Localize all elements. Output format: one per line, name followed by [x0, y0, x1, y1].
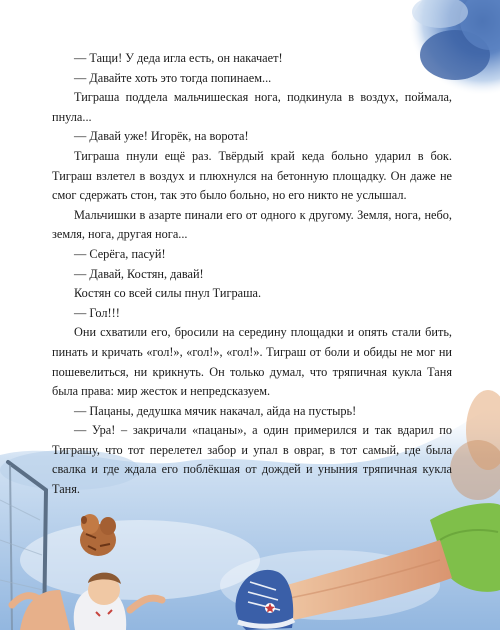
paragraph: — Серёга, пасуй!	[74, 246, 166, 261]
toy-tiger-icon	[80, 514, 116, 556]
paragraph: Они схватили его, бросили на середину площадки и опять стали бить, пинать и кричать «гол!», «гол!», «гол!». Тиграш от боли и обиды не мог ни пошевелиться, ни крикнуть. Он только думал, что тряпичная кукла Таня была права: мир жесток и непредсказуем.	[52, 325, 452, 399]
paragraph: — Давайте хоть это тогда попинаем...	[74, 70, 272, 85]
paragraph: Костян со всей силы пнул Тиграша.	[74, 286, 262, 301]
paragraph: — Давай, Костян, давай!	[74, 266, 204, 281]
paragraph: Мальчишки в азарте пинали его от одного к другому. Земля, нога, небо, земля, нога, другая нога...	[52, 207, 452, 242]
paragraph: Тиграша поддела мальчишеская нога, подкинула в воздух, поймала, пнула...	[52, 90, 452, 124]
story-text	[52, 49, 452, 500]
paragraph: — Ура! – закричали «пацаны», а один примерился и так вдарил по Тиграшу, что тот перелетел забор и упал в овраг, в тот самый, где была свалка и где ждала его поблёкшая от дождей и уныния тряпичная кукла Таня.	[52, 423, 452, 497]
paragraph: — Тащи! У деда игла есть, он накачает!	[74, 51, 283, 65]
paragraph: — Гол!!!	[74, 305, 120, 320]
paragraph: — Давай уже! Игорёк, на ворота!	[74, 129, 249, 144]
paragraph: Тиграша пнули ещё раз. Твёрдый край кеда больно ударил в бок. Тиграш взлетел в воздух и плюхнулся на бетонную площадку. Он даже не смог сдержать стон, так это было больно, но его никто не услышал.	[52, 148, 452, 203]
paragraph: — Пацаны, дедушка мячик накачал, айда на пустырь!	[74, 403, 357, 418]
